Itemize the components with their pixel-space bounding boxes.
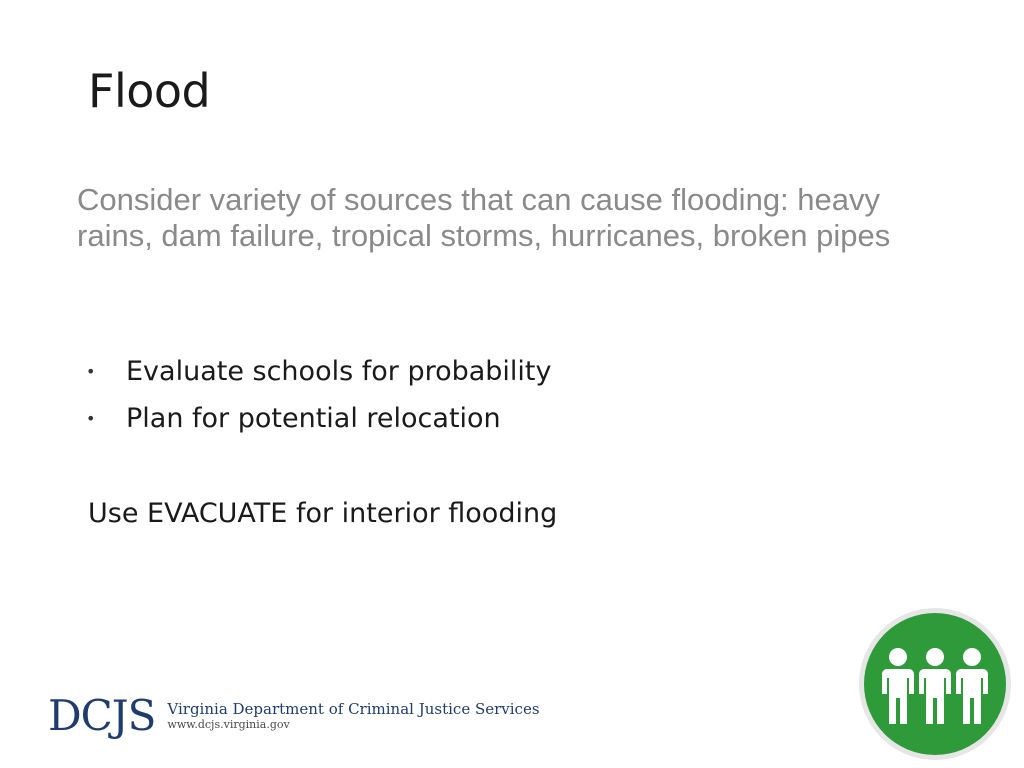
- logo-mark: DCJS: [48, 691, 156, 740]
- evacuate-people-icon: [858, 607, 1012, 761]
- list-item: [86, 399, 552, 446]
- bullet-icon: •: [86, 362, 96, 381]
- dcjs-logo: [48, 691, 540, 742]
- bullet-list: [86, 352, 552, 446]
- bullet-text: Evaluate schools for probability: [126, 356, 552, 387]
- list-item: [86, 352, 552, 399]
- organization-name: Virginia Department of Criminal Justice Services: [167, 700, 540, 718]
- bullet-icon: •: [86, 409, 96, 428]
- organization-url: www.dcjs.virginia.gov: [167, 718, 290, 731]
- intro-text: Consider variety of sources that can cause flooding: heavy rains, dam failure, tropical storms, hurricanes, broken pipes: [77, 182, 891, 253]
- logo-text: [167, 694, 539, 732]
- bullet-text: Plan for potential relocation: [126, 403, 501, 434]
- slide-title: Flood: [88, 64, 211, 118]
- closing-text: Use EVACUATE for interior flooding: [88, 498, 558, 529]
